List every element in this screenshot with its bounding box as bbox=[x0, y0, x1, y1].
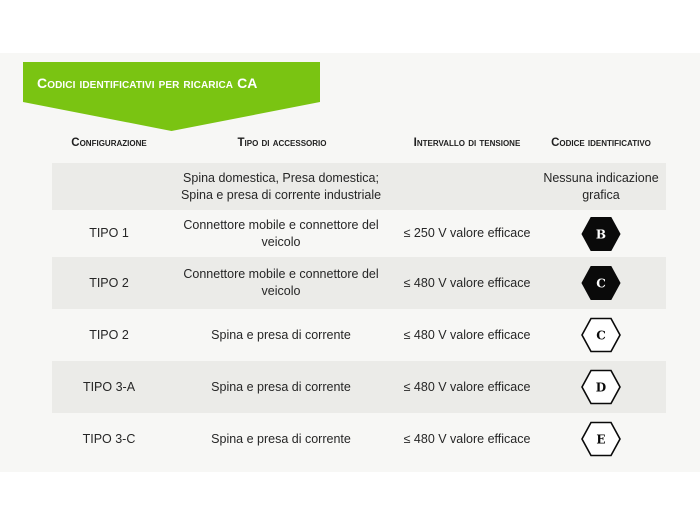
cell-tipo-accessorio: Connettore mobile e connettore del veicolo bbox=[183, 217, 379, 249]
cell-intervallo-tensione: ≤ 480 V valore efficace bbox=[403, 275, 531, 290]
cell-configurazione: TIPO 2 bbox=[89, 327, 129, 342]
slide bbox=[0, 53, 700, 472]
header-intervallo-tensione: Intervallo di tensione bbox=[413, 137, 521, 149]
cell-intervallo-tensione bbox=[396, 163, 538, 210]
cell-intervallo-tensione: ≤ 480 V valore efficace bbox=[403, 379, 531, 394]
cell-tipo-accessorio: Spina domestica, Presa domestica; Spina e presa di corrente industriale bbox=[180, 170, 382, 202]
cell-configurazione: TIPO 3-A bbox=[82, 379, 136, 394]
cell-tipo-accessorio: Spina e presa di corrente bbox=[211, 431, 351, 446]
header-codice-identificativo: Codice identificativo bbox=[551, 137, 651, 149]
cell-configurazione: TIPO 1 bbox=[89, 226, 129, 240]
hexagon-code-d-outline bbox=[581, 369, 621, 405]
cell-intervallo-tensione: ≤ 480 V valore efficace bbox=[403, 431, 531, 446]
cell-tipo-accessorio: Spina e presa di corrente bbox=[211, 379, 351, 394]
cell-configurazione: TIPO 3-C bbox=[82, 431, 136, 446]
banner-shape bbox=[23, 62, 320, 131]
cell-codice-text: Nessuna indicazione grafica bbox=[543, 170, 659, 202]
hexagon-code-letter: E bbox=[596, 432, 606, 447]
hexagon-code-letter: D bbox=[595, 380, 607, 395]
cell-tipo-accessorio: Connettore mobile e connettore del veicolo bbox=[183, 267, 379, 298]
hexagon-code-b-filled bbox=[581, 216, 621, 252]
hexagon-code-e-outline bbox=[581, 421, 621, 457]
header-tipo-accessorio: Tipo di accessorio bbox=[237, 137, 327, 149]
hexagon-code-letter: C bbox=[596, 328, 606, 343]
cell-tipo-accessorio: Spina e presa di corrente bbox=[211, 327, 351, 342]
hexagon-code-c-outline bbox=[581, 317, 621, 353]
header-configurazione: Configurazione bbox=[71, 137, 147, 149]
title-banner bbox=[23, 62, 320, 131]
page-title: Codici identificativi per ricarica CA bbox=[37, 75, 258, 91]
hexagon-code-c-filled bbox=[581, 265, 621, 301]
cell-intervallo-tensione: ≤ 250 V valore efficace bbox=[403, 226, 531, 240]
cell-configurazione: TIPO 2 bbox=[89, 275, 129, 290]
cell-configurazione bbox=[52, 163, 166, 210]
hexagon-code-letter: C bbox=[596, 276, 606, 291]
hexagon-code-letter: B bbox=[595, 227, 607, 241]
cell-intervallo-tensione: ≤ 480 V valore efficace bbox=[403, 327, 531, 342]
